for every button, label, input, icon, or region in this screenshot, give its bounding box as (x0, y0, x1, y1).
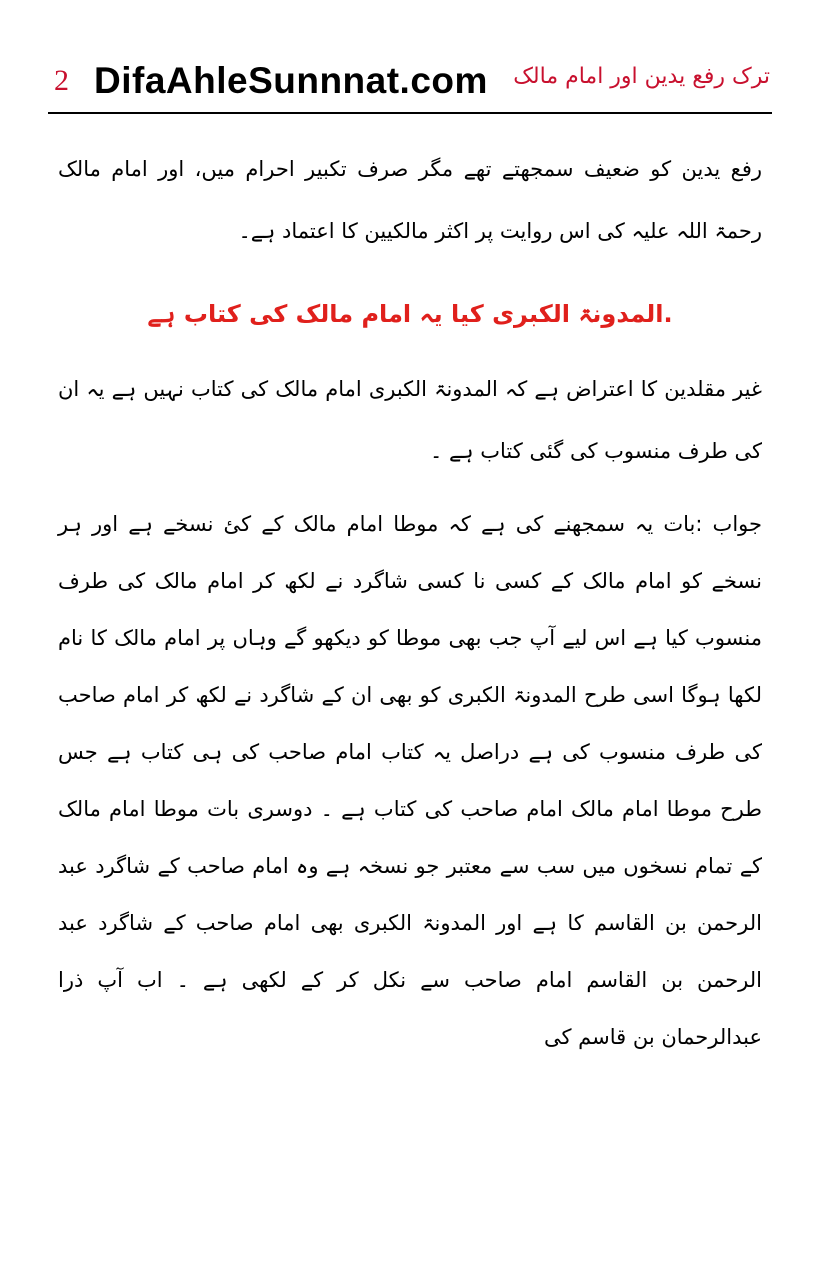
site-name: DifaAhleSunnnat.com (94, 60, 488, 101)
paragraph-answer: جواب :بات یہ سمجھنے کی ہے کہ موطا امام مالک کے کئ نسخے ہے اور ہر نسخے کو امام مالک کے کسی نا کسی شاگرد نے لکھ کر امام مالک کی طرف منسوب کیا ہے اس لیے آپ جب بھی موطا کو دیکھو گے وہاں پر امام مالک کا نام لکھا ہوگا اسی طرح المدونۃ الکبری کو بھی ان کے شاگرد نے لکھ کر امام صاحب کی طرف منسوب کی ہے دراصل یہ کتاب امام صاحب کی ہی کتاب ہے جس طرح موطا امام مالک امام صاحب کی کتاب ہے ۔ دوسری بات موطا امام مالک کے تمام نسخوں میں سب سے معتبر جو نسخہ ہے وہ امام صاحب کے شاگرد عبد الرحمن بن القاسم کا ہے اور المدونۃ الکبری بھی امام صاحب کے شاگرد عبد الرحمن بن القاسم امام صاحب سے نکل کر کے لکھی ہے ۔ اب آپ ذرا عبدالرحمان بن قاسم کی (58, 512, 762, 1049)
page-content (48, 138, 772, 1066)
section-heading: .المدونۃ الکبری کیا یہ امام مالک کی کتاب ہے (147, 300, 673, 328)
header-divider (48, 112, 772, 114)
paragraph-intro: رفع یدین کو ضعیف سمجھتے تھے مگر صرف تکبیر احرام میں، اور امام مالک رحمۃ اللہ علیہ کی اس روایت پر اکثر مالکیین کا اعتماد ہے۔ (58, 157, 762, 243)
header-title: ترک رفع یدین اور امام مالک (513, 64, 770, 89)
paragraph-objection: غیر مقلدین کا اعتراض ہے کہ المدونۃ الکبری امام مالک کی کتاب نہیں ہے یہ ان کی طرف منسوب کی گئی کتاب ہے ۔ (58, 377, 762, 463)
page-number: 2 (54, 64, 69, 97)
page-header (48, 58, 772, 112)
